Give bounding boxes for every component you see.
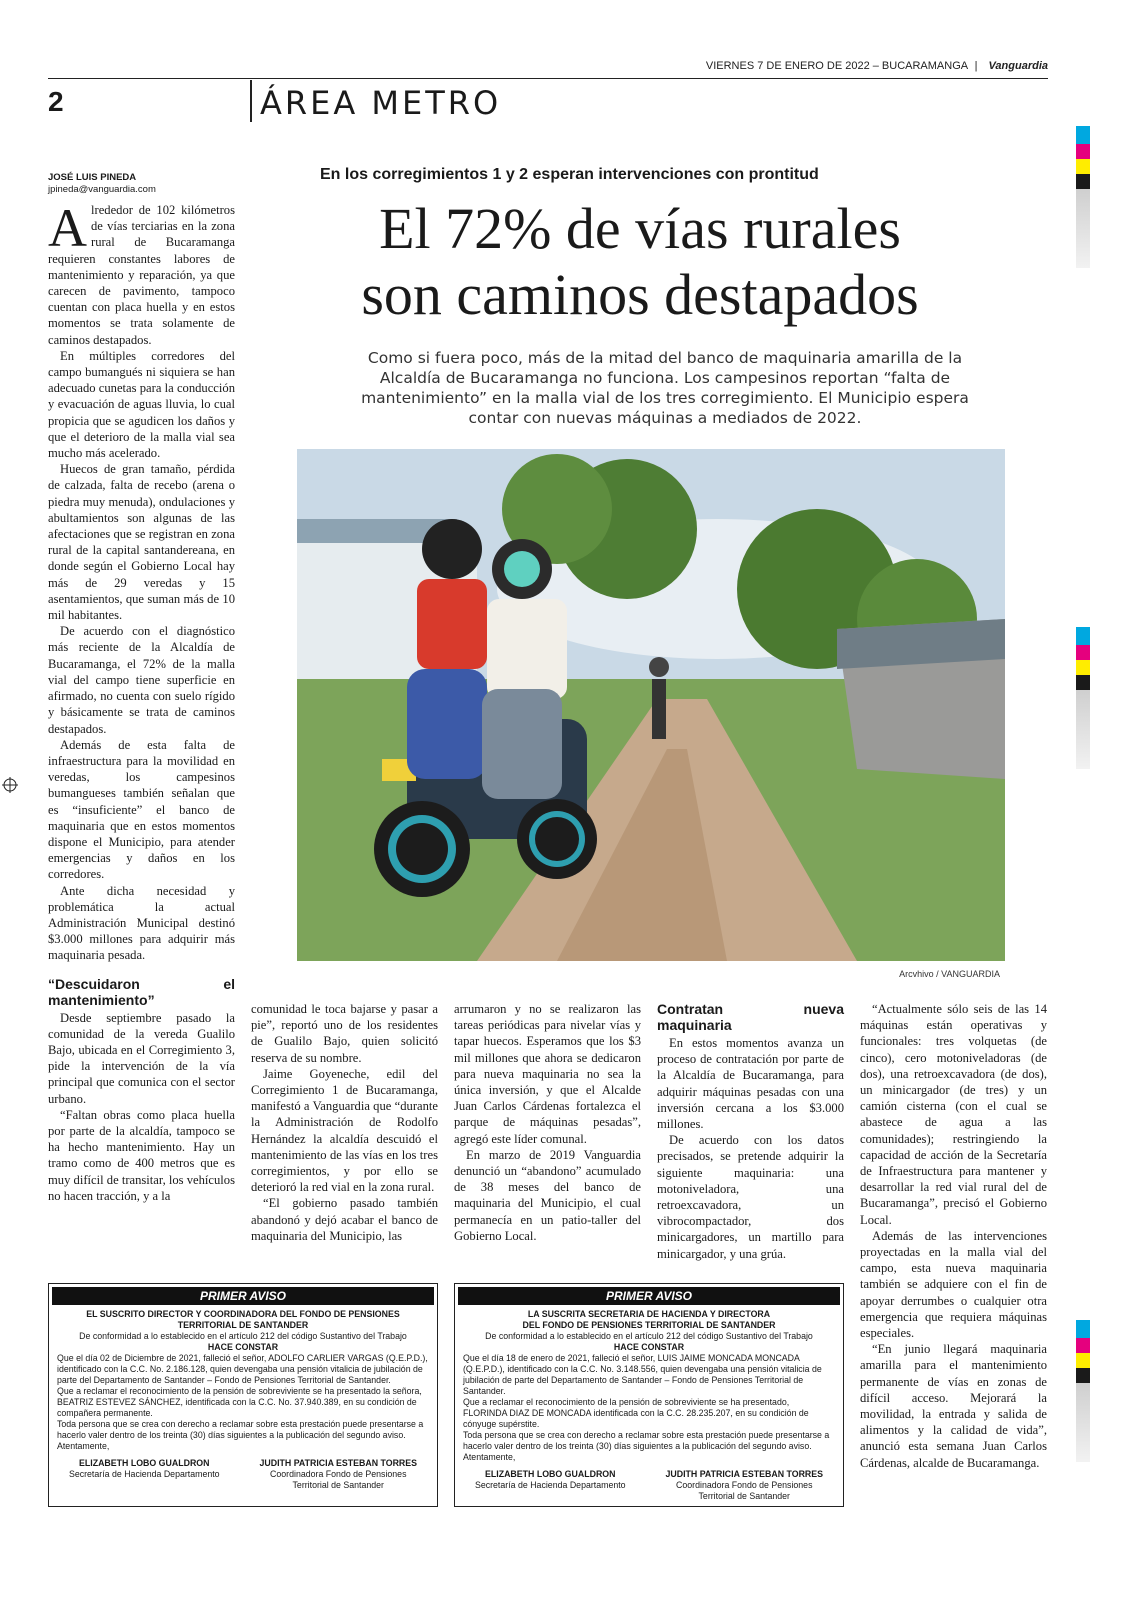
color-registration-bar-3 <box>1076 1320 1090 1462</box>
headline <box>300 196 980 328</box>
notice-hace-constar: HACE CONSTAR <box>613 1342 685 1352</box>
registration-mark-icon <box>2 777 18 793</box>
deck: Como si fuera poco, más de la mitad del banco de maquinaria amarilla de la Alcaldía de Bucaramanga no funciona. Los campesinos reportan “falta de mantenimiento” en la malla vial de los tres corregimiento. El Municipio espera contar con nuevas máquinas a mediados de 2022. <box>361 349 969 427</box>
signature-2: JUDITH PATRICIA ESTEBAN TORRES Coordinadora Fondo de Pensiones Territorial de Santander <box>259 1458 418 1490</box>
color-registration-bar-2 <box>1076 627 1090 769</box>
notice-bar: PRIMER AVISO <box>458 1287 840 1305</box>
notice-body: Que a reclamar el reconocimiento de la pensión de sobreviviente se ha presentado la señora, BEATRIZ ESTEVEZ SÁNCHEZ, identificada con la C.C. No. 37.940.389, en su condición de compañera permanente. <box>57 1386 422 1418</box>
yellow-swatch <box>1076 159 1090 174</box>
paragraph: arrumaron y no se realizaron las tareas periódicas para nivelar vías y tapar huecos. Esperamos que los $3 mil millones que ahora se dedicaron para nueva maquinaria no sea la única inversión, y que el Alcalde Juan Carlos Cárdenas fortalezca el parque de máquinas pesadas”, agregó este líder comunal. <box>454 1002 641 1146</box>
photo-credit: Arcvhivo / VANGUARDIA <box>899 969 1000 979</box>
article-photo <box>297 449 1005 961</box>
paragraph: En estos momentos avanza un proceso de contratación por parte de la Alcaldía de Bucaramanga, para adquirir máquinas pesadas con una inversión cercana a los $3.000 millones. <box>657 1036 844 1132</box>
notice-heading: TERRITORIAL DE SANTANDER <box>177 1320 309 1330</box>
paragraph: De acuerdo con el diagnóstico más reciente de la Alcaldía de Bucaramanga, el 72% de la malla vial del campo tiene superficie en afirmado, no cuenta con suelo rígido y básicamente se trata de caminos destapados. <box>48 624 235 736</box>
paragraph: “Faltan obras como placa huella por parte de la alcaldía, tampoco se ha hecho mantenimiento. Hay un tramo como de 400 metros que es muy difícil de transitar, los vehículos no hacen tracción, y a la <box>48 1107 235 1203</box>
paragraph: Desde septiembre pasado la comunidad de la vereda Gualilo Bajo, ubicada en el Corregimiento 3, pide la intervención de la vía principal que comunica con el sector urbano. <box>48 1010 235 1106</box>
black-swatch <box>1076 1368 1090 1383</box>
cyan-swatch <box>1076 126 1090 144</box>
notice-heading: LA SUSCRITA SECRETARIA DE HACIENDA Y DIRECTORA <box>527 1309 771 1319</box>
notice-body: Que el día 18 de enero de 2021, falleció el señor, LUIS JAIME MONCADA MONCADA (Q.E.P.D.), identificado con la C.C. No. 3.148.556, quien devengaba una pensión vitalicia de jubilación de parte del Departamento de Santander – Fondo de Pensiones Territorial de Santander. <box>463 1353 822 1396</box>
notice-body: Toda persona que se crea con derecho a reclamar sobre esta prestación puede presentarse a hacerlo valer dentro de los treinta (30) días siguientes a la publicación del segundo aviso. <box>57 1419 424 1440</box>
signature-1: ELIZABETH LOBO GUALDRON Secretaría de Hacienda Departamento <box>68 1458 220 1479</box>
paragraph: Además de las intervenciones proyectadas en la malla vial del campo, esta nueva maquinaria también se adquiere con el fin de apoyar derrumbes o cualquier otra emergencia que requiera máquinas especiales. <box>860 1228 1047 1341</box>
paragraph: De acuerdo con los datos precisados, se pretende adquirir la siguiente maquinaria: una motoniveladora, una retroexcavadora, un vibrocompactador, dos minicargadores, un martillo para minicargador, y una grúa. <box>657 1133 844 1261</box>
author-name: JOSÉ LUIS PINEDA <box>48 172 137 183</box>
black-swatch <box>1076 675 1090 690</box>
subhead: Contratan nueva maquinaria <box>657 1001 844 1033</box>
paragraph: “Actualmente sólo seis de las 14 máquinas están operativas y funcionales: tres volquetas (de cinco), cero motoniveladoras (de dos), una retroexcavadora (de dos), un minicargador (de tres) y un camión cisterna (con el cual se abastece de agua a las comunidades); restringiendo la capacidad de acción de la Secretaría de Infraestructura para mantener y desarrollar la red vial rural del de Bucaramanga”, precisó el Gobierno Local. <box>860 1002 1047 1227</box>
notice-body: Toda persona que se crea con derecho a reclamar sobre esta prestación puede presentarse a hacerlo valer dentro de los treinta (30) días siguientes a la publicación del segundo aviso. <box>463 1430 830 1451</box>
notice-heading: DEL FONDO DE PENSIONES TERRITORIAL DE SANTANDER <box>522 1320 776 1330</box>
author-email[interactable]: jpineda@vanguardia.com <box>48 184 156 195</box>
article-column-1 <box>48 198 235 1204</box>
signature-1: ELIZABETH LOBO GUALDRON Secretaría de Hacienda Departamento <box>474 1469 626 1490</box>
notice-hace-constar: HACE CONSTAR <box>207 1342 279 1352</box>
yellow-swatch <box>1076 1353 1090 1368</box>
section-divider <box>250 80 252 122</box>
article-column-4 <box>657 1001 844 1262</box>
notice-heading: EL SUSCRITO DIRECTOR Y COORDINADORA DEL FONDO DE PENSIONES <box>86 1309 400 1319</box>
dateline: VIERNES 7 DE ENERO DE 2022 – BUCARAMANGA <box>705 60 968 72</box>
magenta-swatch <box>1076 1338 1090 1353</box>
signature-2: JUDITH PATRICIA ESTEBAN TORRES Coordinadora Fondo de Pensiones Territorial de Santander <box>665 1469 824 1501</box>
color-registration-bar-1 <box>1076 126 1090 268</box>
brand-logo: Vanguardia <box>988 60 1048 72</box>
paragraph: lrededor de 102 kilómetros de vías terciarias en la zona rural de Bucaramanga requieren constantes labores de mantenimiento y reparación, ya que carecen de pavimento, tampoco cuentan con placa huella y en estos momentos se trata solamente de caminos destapados. <box>48 203 235 347</box>
paragraph: En marzo de 2019 Vanguardia denunció un “abandono” acumulado de 38 meses del banco de maquinaria del Municipio, el cual permanecía en un patio-taller del Gobierno Local. <box>454 1147 641 1243</box>
black-swatch <box>1076 174 1090 189</box>
paragraph: “En junio llegará maquinaria amarilla para el mantenimiento permanente de vías en zonas de difícil acceso. Mejorará la movilidad, la entrada y salida de alimentos y la calidad de vida”, anunció esta semana Juan Carlos Cárdenas, alcalde de Bucaramanga. <box>860 1342 1047 1470</box>
article-column-5 <box>860 1001 1047 1471</box>
magenta-swatch <box>1076 645 1090 660</box>
headline-line-2: son caminos destapados <box>361 262 919 327</box>
article-column-2 <box>251 1001 438 1244</box>
article-column-3 <box>454 1001 641 1244</box>
headline-line-1: El 72% de vías rurales <box>379 196 901 261</box>
cyan-swatch <box>1076 627 1090 645</box>
paragraph: Jaime Goyeneche, edil del Corregimiento 1 de Bucaramanga, manifestó a Vanguardia que “durante la Administración de Rodolfo Hernández la alcaldía descuidó el mantenimiento de las vías en los tres corregimientos, y por ello se deterioró la red vial en la zona rural. <box>251 1066 438 1195</box>
motorcycle-road-illustration <box>297 449 1005 961</box>
byline <box>48 172 156 196</box>
legal-notice-1 <box>48 1283 438 1507</box>
notice-bar: PRIMER AVISO <box>52 1287 434 1305</box>
notice-basis: De conformidad a lo establecido en el artículo 212 del código Sustantivo del Trabajo <box>79 1331 407 1341</box>
magenta-swatch <box>1076 144 1090 159</box>
paragraph: En múltiples corredores del campo bumangués ni siquiera se han adecuado cunetas para la conducción y evacuación de aguas lluvia, lo cual propicia que se agudicen los daños y que el deterioro de la malla vial sea mucho más acelerado. <box>48 348 235 461</box>
section-title: ÁREA METRO <box>260 84 502 122</box>
paragraph: Ante dicha necesidad y problemática la actual Administración Municipal destinó $3.000 millones para adquirir más maquinaria pesada. <box>48 883 235 963</box>
notice-body: Que a reclamar el reconocimiento de la pensión de sobreviviente se ha presentado, FLORINDA DIAZ DE MONCADA identificada con la C.C. 28.235.207, en su condición de cónyuge supérstite. <box>463 1397 809 1429</box>
notice-closing: Atentamente, <box>463 1452 516 1462</box>
notice-body: Que el día 02 de Diciembre de 2021, falleció el señor, ADOLFO CARLIER VARGAS (Q.E.P.D.), identificado con la C.C. No. 2.186.128, quien devengaba una pensión vitalicia de jubilación de parte del Departamento de Santander – Fondo de Pensiones Territorial de Santander. <box>57 1353 428 1385</box>
legal-notice-2 <box>454 1283 844 1507</box>
kicker: En los corregimientos 1 y 2 esperan intervenciones con prontitud <box>320 166 819 183</box>
paragraph: “El gobierno pasado también abandonó y dejó acabar el banco de maquinaria del Municipio, las <box>251 1196 438 1243</box>
dropcap: A <box>48 198 87 258</box>
subhead: “Descuidaron el mantenimiento” <box>48 975 235 1008</box>
page-number: 2 <box>48 86 64 117</box>
paragraph: Además de esta falta de infraestructura para la movilidad en veredas, los campesinos bumangueses también señalan que es “insuficiente” el banco de maquinaria que en estos momentos dispone el Municipio, para atender emergencias y daños en los corredores. <box>48 737 235 882</box>
paragraph: comunidad le toca bajarse y pasar a pie”, reportó uno de los residentes de Gualilo Bajo, quien solicitó reserva de su nombre. <box>251 1002 438 1065</box>
yellow-swatch <box>1076 660 1090 675</box>
paragraph: Huecos de gran tamaño, pérdida de calzada, falta de recebo (arena o piedra muy menuda), ondulaciones y abultamientos son algunas de las afectaciones que se registran en zona rural de la capital santandereana, en donde según el Gobierno Local hay más de 29 veredas y 15 asentamientos, que suman más de 10 mil habitantes. <box>48 462 235 623</box>
notice-basis: De conformidad a lo establecido en el artículo 212 del código Sustantivo del Trabajo <box>485 1331 813 1341</box>
cyan-swatch <box>1076 1320 1090 1338</box>
notice-closing: Atentamente, <box>57 1441 110 1451</box>
masthead: VIERNES 7 DE ENERO DE 2022 – BUCARAMANGA | Vanguardia <box>48 60 1048 79</box>
